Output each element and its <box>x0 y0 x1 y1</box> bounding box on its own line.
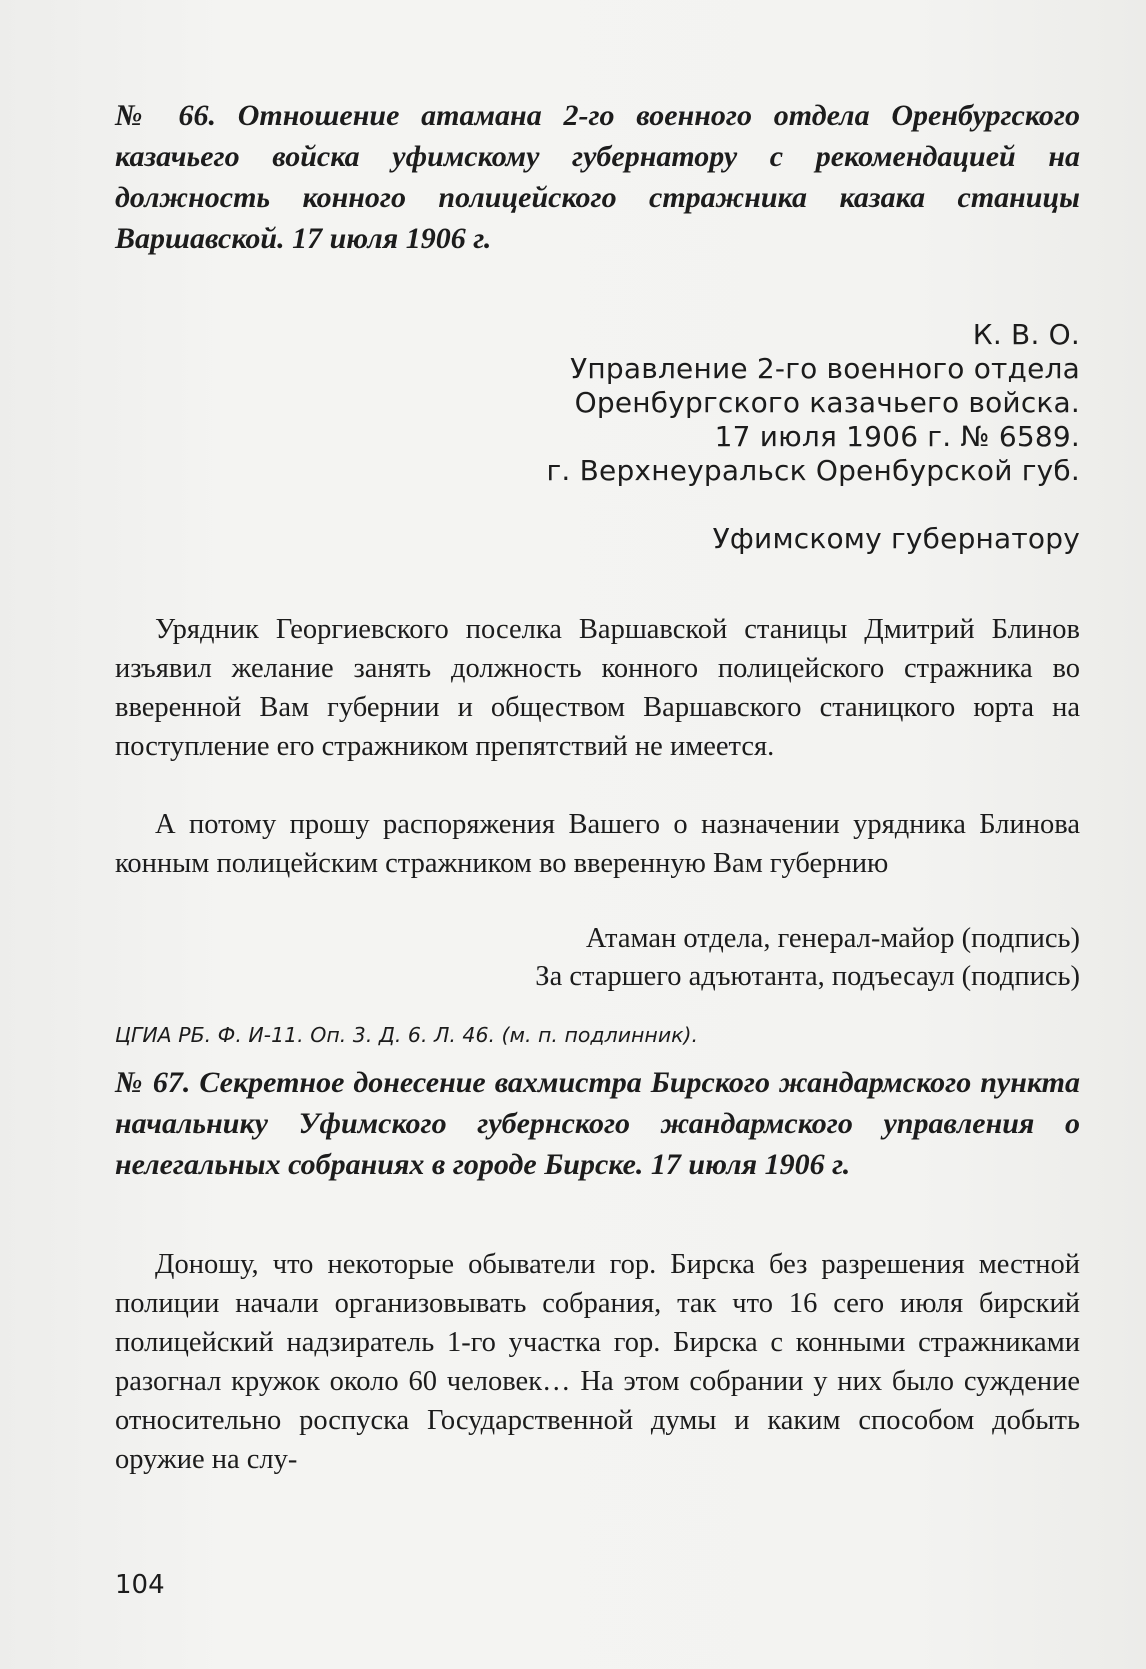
addressee: Уфимскому губернатору <box>712 522 1080 555</box>
date-number: 17 июля 1906 г. № 6589. <box>714 420 1080 453</box>
page-number: 104 <box>115 1570 165 1600</box>
document-67-paragraph-1: Доношу, что некоторые обыватели гор. Бирска без разрешения местной полиции начали организовывать собрания, так что 16 сего июля бирский полицейский надзиратель 1-го участка гор. Бирска с конными стражниками разогнал кружок около 60 человек… На этом собрании у них было суждение относительно роспуска Государственной думы и каким способом добыть оружие на слу- <box>115 1249 1080 1475</box>
signature-ataman: Атаман отдела, генерал-майор (подпись) <box>585 923 1080 954</box>
signatures-block <box>115 920 1080 996</box>
document-66-heading: № 66. Отношение атамана 2-го военного отдела Оренбургского казачьего войска уфимскому губернатору с рекомендацией на должность конного полицейского стражника казака станицы Варшавской. 17 июля 1906 г. <box>115 99 1080 255</box>
place-line: г. Верхнеуральск Оренбурской губ. <box>546 454 1080 487</box>
archive-reference: ЦГИА РБ. Ф. И-11. Оп. 3. Д. 6. Л. 46. (м. п. подлинник). <box>115 1023 699 1047</box>
document-66-paragraph-1: Урядник Георгиевского поселка Варшавской станицы Дмитрий Блинов изъявил желание занять должность конного полицейского стражника во вверенной Вам губернии и обществом Варшавского станицкого юрта на поступление его стражником препятствий не имеется. <box>115 614 1080 762</box>
sender-line-2: Оренбургского казачьего войска. <box>574 386 1080 419</box>
kvo-mark: К. В. О. <box>972 318 1080 351</box>
document-67-heading: № 67. Секретное донесение вахмистра Бирского жандармского пункта начальнику Уфимского губернского жандармского управления о нелегальных собраниях в городе Бирске. 17 июля 1906 г. <box>115 1066 1080 1181</box>
sender-line-1: Управление 2-го военного отдела <box>570 352 1080 385</box>
document-66-paragraph-2: А потому прошу распоряжения Вашего о назначении урядника Блинова конным полицейским стражником во вверенную Вам губернию <box>115 809 1080 879</box>
document-66-header-block <box>115 318 1080 556</box>
signature-adjutant: За старшего адъютанта, подъесаул (подпись) <box>535 961 1080 992</box>
